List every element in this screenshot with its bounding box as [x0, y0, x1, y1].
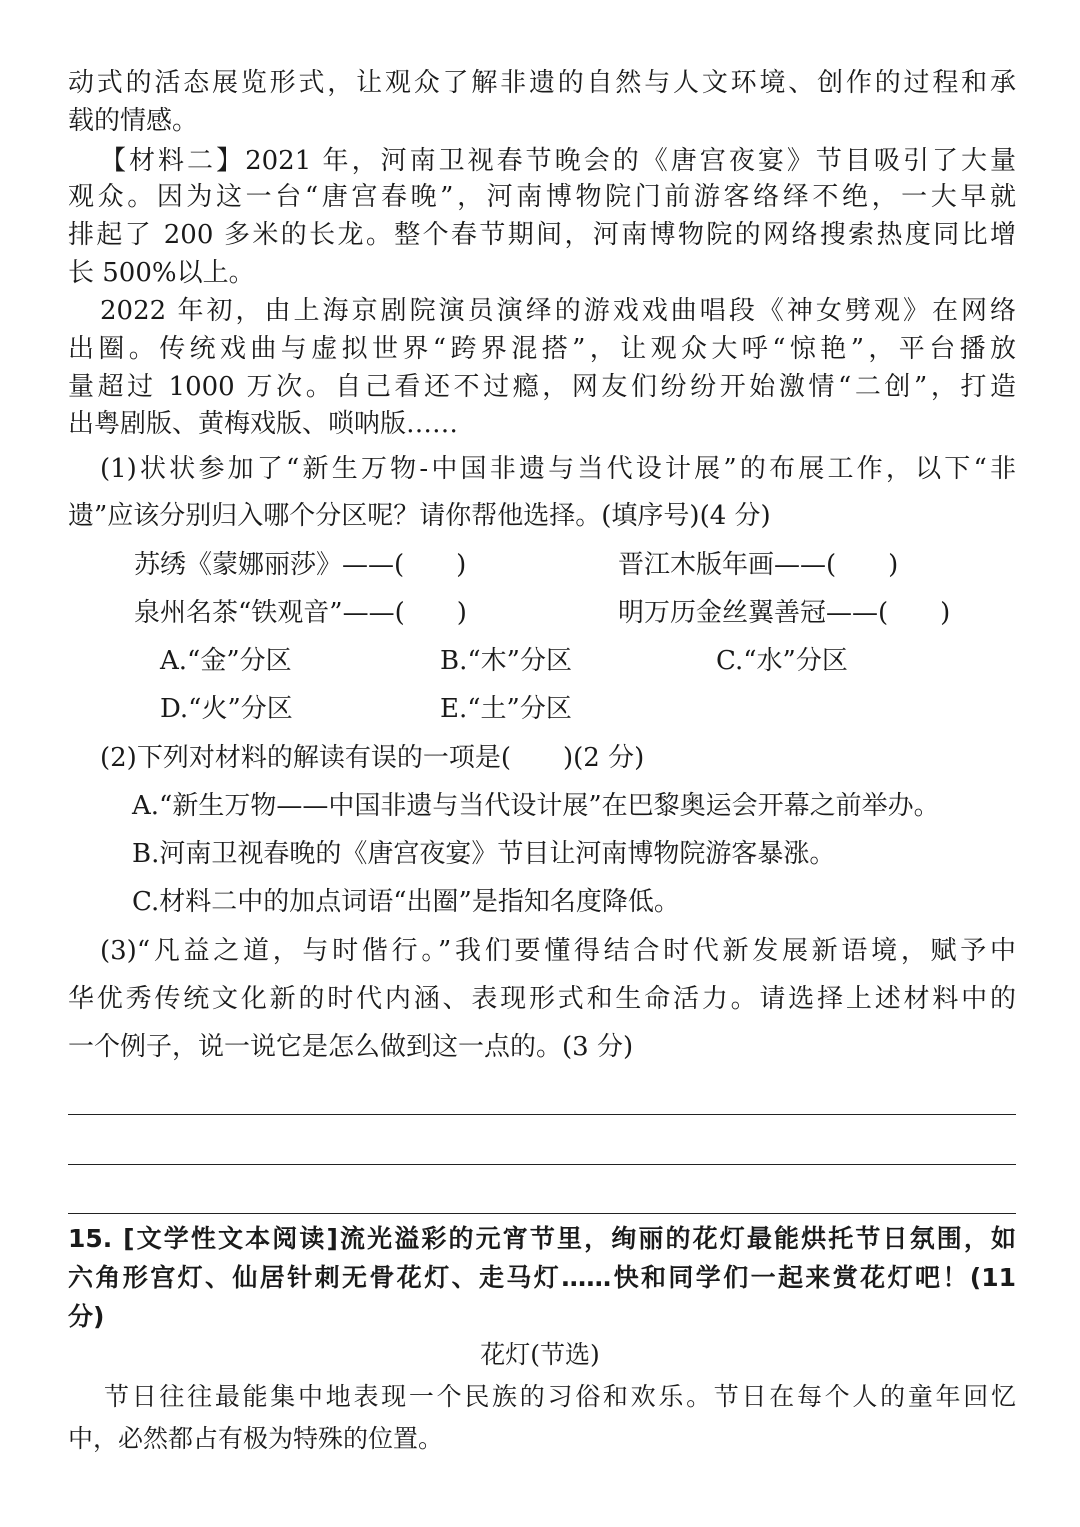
q1-item: 苏绣《蒙娜丽莎》——( ) — [134, 550, 467, 580]
question-15-stem: 分) — [68, 1302, 105, 1331]
question-3-stem: (3)“凡益之道，与时偕行。”我们要懂得结合时代新发展新语境，赋予中 — [100, 936, 1016, 966]
q1-choice: B.“木”分区 — [440, 646, 572, 676]
passage-text: 节日往往最能集中地表现一个民族的习俗和欢乐。节日在每个人的童年回忆 — [104, 1382, 1016, 1411]
answer-line[interactable] — [68, 1213, 1016, 1214]
q1-item: 晋江木版年画——( ) — [618, 550, 899, 580]
text-line: 出圈。传统戏曲与虚拟世界“跨界混搭”，让观众大呼“惊艳”，平台播放 — [68, 334, 1016, 364]
question-15-stem: 六角形宫灯、仙居针刺无骨花灯、走马灯……快和同学们一起来赏花灯吧！(11 — [68, 1263, 1016, 1292]
q2-option: C.材料二中的加点词语“出圈”是指知名度降低。 — [132, 887, 680, 917]
text-line: 【材料二】2021 年，河南卫视春节晚会的《唐宫夜宴》节目吸引了大量 — [100, 146, 1016, 176]
passage-title: 花灯(节选) — [480, 1340, 600, 1369]
q1-choice: C.“水”分区 — [716, 646, 848, 676]
q2-option: A.“新生万物——中国非遗与当代设计展”在巴黎奥运会开幕之前举办。 — [132, 791, 940, 821]
q2-option: B.河南卫视春晚的《唐宫夜宴》节目让河南博物院游客暴涨。 — [132, 839, 836, 869]
question-3-stem: 一个例子，说一说它是怎么做到这一点的。(3 分) — [68, 1032, 634, 1062]
text-line: 排起了 200 多米的长龙。整个春节期间，河南博物院的网络搜索热度同比增 — [68, 220, 1016, 250]
answer-line[interactable] — [68, 1164, 1016, 1165]
text-line: 出粤剧版、黄梅戏版、唢呐版…… — [68, 409, 459, 439]
question-1-stem: (1)状状参加了“新生万物-中国非遗与当代设计展”的布展工作，以下“非 — [100, 454, 1016, 484]
q1-item: 泉州名茶“铁观音”——( ) — [134, 598, 467, 628]
q1-choice: E.“土”分区 — [440, 694, 572, 724]
q1-choice: D.“火”分区 — [160, 694, 293, 724]
text-line: 观众。因为这一台“唐宫春晚”，河南博物院门前游客络绎不绝，一大早就 — [68, 182, 1016, 212]
question-3-stem: 华优秀传统文化新的时代内涵、表现形式和生命活力。请选择上述材料中的 — [68, 984, 1016, 1014]
text-line: 长 500%以上。 — [68, 258, 255, 288]
question-15-stem: 15. [文学性文本阅读]流光溢彩的元宵节里，绚丽的花灯最能烘托节日氛围，如 — [68, 1224, 1016, 1253]
text-line: 动式的活态展览形式，让观众了解非遗的自然与人文环境、创作的过程和承 — [68, 68, 1016, 98]
passage-text: 中，必然都占有极为特殊的位置。 — [68, 1424, 444, 1453]
text-line: 2022 年初，由上海京剧院演员演绎的游戏戏曲唱段《神女劈观》在网络 — [100, 296, 1016, 326]
q1-item: 明万历金丝翼善冠——( ) — [618, 598, 951, 628]
text-line: 量超过 1000 万次。自己看还不过瘾，网友们纷纷开始激情“二创”，打造 — [68, 372, 1016, 402]
answer-line[interactable] — [68, 1114, 1016, 1115]
q1-choice: A.“金”分区 — [160, 646, 292, 676]
question-1-stem: 遗”应该分别归入哪个分区呢？请你帮他选择。(填序号)(4 分) — [68, 501, 771, 531]
question-2-stem: (2)下列对材料的解读有误的一项是( )(2 分) — [100, 743, 645, 773]
text-line: 载的情感。 — [68, 106, 199, 136]
